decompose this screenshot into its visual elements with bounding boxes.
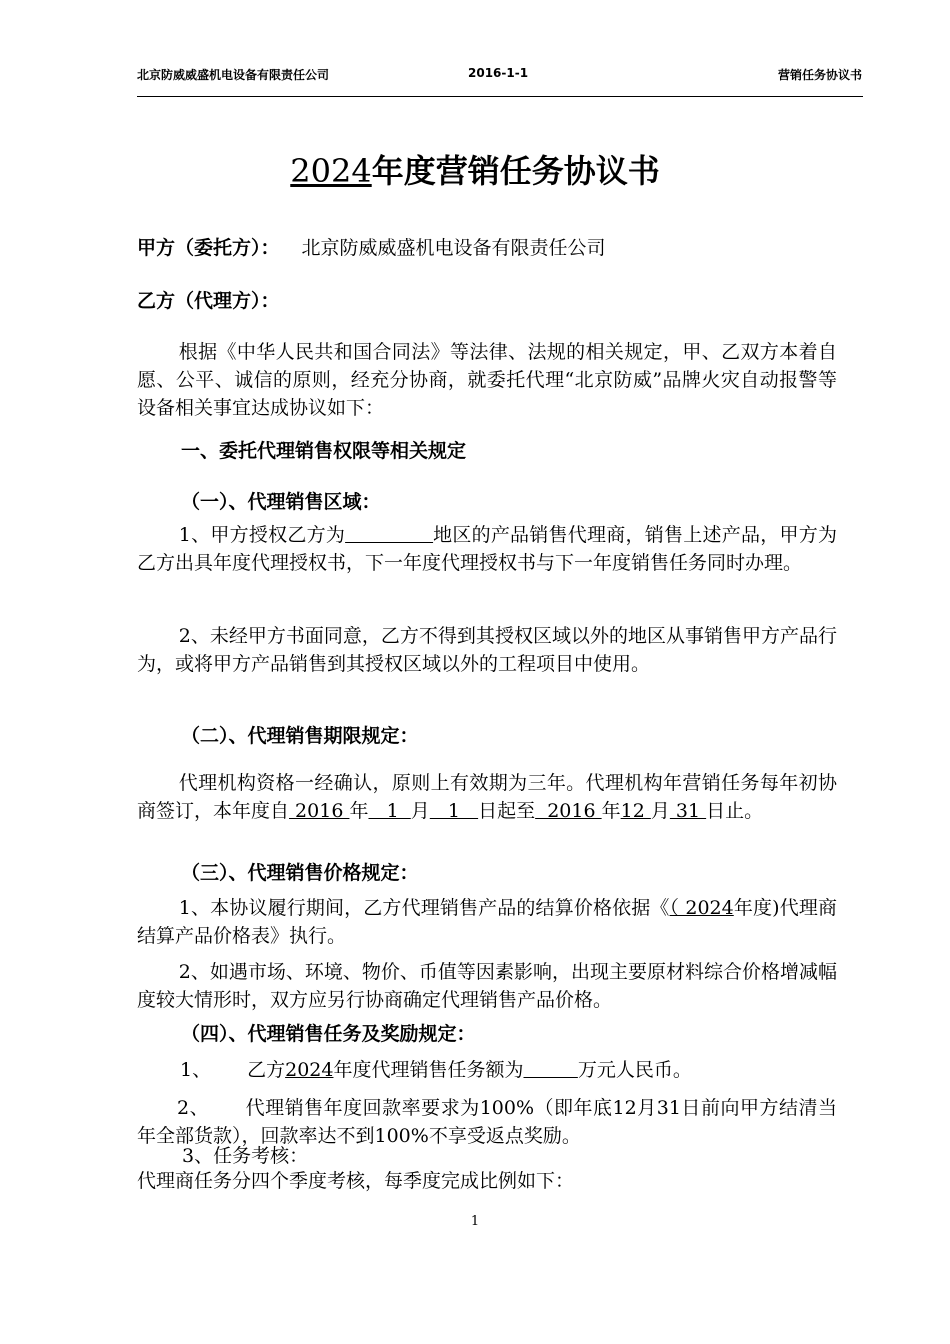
end-month: 12 [620, 800, 651, 822]
sub-3-heading: （三）、代理销售价格规定： [181, 862, 419, 884]
item-1-number: 1、 [180, 1059, 212, 1081]
sub-2-paragraph [137, 769, 837, 825]
period-text: 代理机构资格一经确认，原则上有效期为三年。代理机构年营销任务每年初协商签订，本年度自 [137, 772, 837, 822]
price-year: （ 2024 [669, 897, 734, 919]
sub-1-paragraph-1 [137, 521, 837, 577]
item-1-b: 年度代理销售任务额为 [333, 1059, 524, 1081]
period-month-label-2: 月 [650, 800, 670, 822]
party-b-label: 乙方（代理方）： [137, 290, 280, 312]
party-a [137, 234, 837, 262]
period-year-label: 年 [349, 800, 369, 822]
period-month-label: 月 [410, 800, 430, 822]
period-year-label-2: 年 [601, 800, 621, 822]
header-company: 北京防威威盛机电设备有限责任公司 [137, 68, 330, 82]
sub-1-p1-a: 1、甲方授权乙方为 [178, 524, 346, 546]
item-1-a: 乙方 [247, 1059, 286, 1081]
task-amount-blank [523, 1059, 577, 1081]
end-year: 2016 [535, 800, 602, 822]
page-number: 1 [470, 1214, 480, 1229]
sub-2-heading: （二）、代理销售期限规定： [181, 725, 419, 747]
sub-1-p1-b: 地区的产品销售代理商，销售上述产品，甲方为乙方出具年度代理授权书，下一年度代理授权书与下一年度销售任务同时办理。 [137, 524, 837, 574]
period-end-label: 日止。 [706, 800, 764, 822]
sub-4-item-1 [180, 1056, 837, 1084]
sub-3-paragraph-2: 2、如遇市场、环境、物价、币值等因素影响，出现主要原材料综合价格增减幅度较大情形时，双方应另行协商确定代理销售产品价格。 [137, 961, 837, 1011]
item-2-text: 代理销售年度回款率要求为100%（即年底12月31日前向甲方结清当年全部货款），回款率达不到100%不享受返点奖励。 [137, 1097, 837, 1147]
sub-3-paragraph-1 [137, 894, 837, 950]
sub-1-paragraph-2: 2、未经甲方书面同意，乙方不得到其授权区域以外的地区从事销售甲方产品行为，或将甲方产品销售到其授权区域以外的工程项目中使用。 [137, 625, 837, 675]
sub-3-p1-a: 1、本协议履行期间，乙方代理销售产品的结算价格依据《 [178, 897, 670, 919]
party-a-label: 甲方（委托方）： [137, 237, 280, 259]
intro-paragraph: 根据《中华人民共和国合同法》等法律、法规的相关规定，甲、乙双方本着自愿、公平、诚信的原则，经充分协商，就委托代理“北京防威”品牌火灾自动报警等设备相关事宜达成协议如下： [137, 341, 837, 419]
header-divider [137, 96, 863, 97]
start-day: 1 [429, 800, 479, 822]
start-year: 2016 [289, 800, 350, 822]
title-text: 年度营销任务协议书 [371, 152, 660, 190]
party-b [137, 287, 837, 315]
section-1-heading: 一、委托代理销售权限等相关规定 [181, 440, 467, 462]
start-month: 1 [368, 800, 411, 822]
sub-3-p1-b: 年度)代理商结算产品价格表》执行。 [137, 897, 837, 947]
task-year: 2024 [285, 1059, 334, 1081]
region-blank [345, 524, 433, 546]
header-doc-type: 营销任务协议书 [777, 68, 862, 82]
header-date: 2016-1-1 [468, 66, 529, 80]
item-1-c: 万元人民币。 [577, 1059, 692, 1081]
item-2-number: 2、 [177, 1097, 210, 1119]
sub-4-item-3: 3、任务考核： [182, 1145, 309, 1167]
document-title [0, 146, 950, 192]
party-a-value: 北京防威威盛机电设备有限责任公司 [301, 237, 606, 259]
sub-4-item-4: 代理商任务分四个季度考核，每季度完成比例如下： [137, 1170, 575, 1192]
sub-4-heading: （四）、代理销售任务及奖励规定： [181, 1023, 476, 1045]
period-from-label: 日起至 [478, 800, 536, 822]
sub-1-heading: （一）、代理销售区域： [181, 491, 381, 513]
title-year: 2024 [290, 152, 372, 190]
end-day: 31 [669, 800, 707, 822]
